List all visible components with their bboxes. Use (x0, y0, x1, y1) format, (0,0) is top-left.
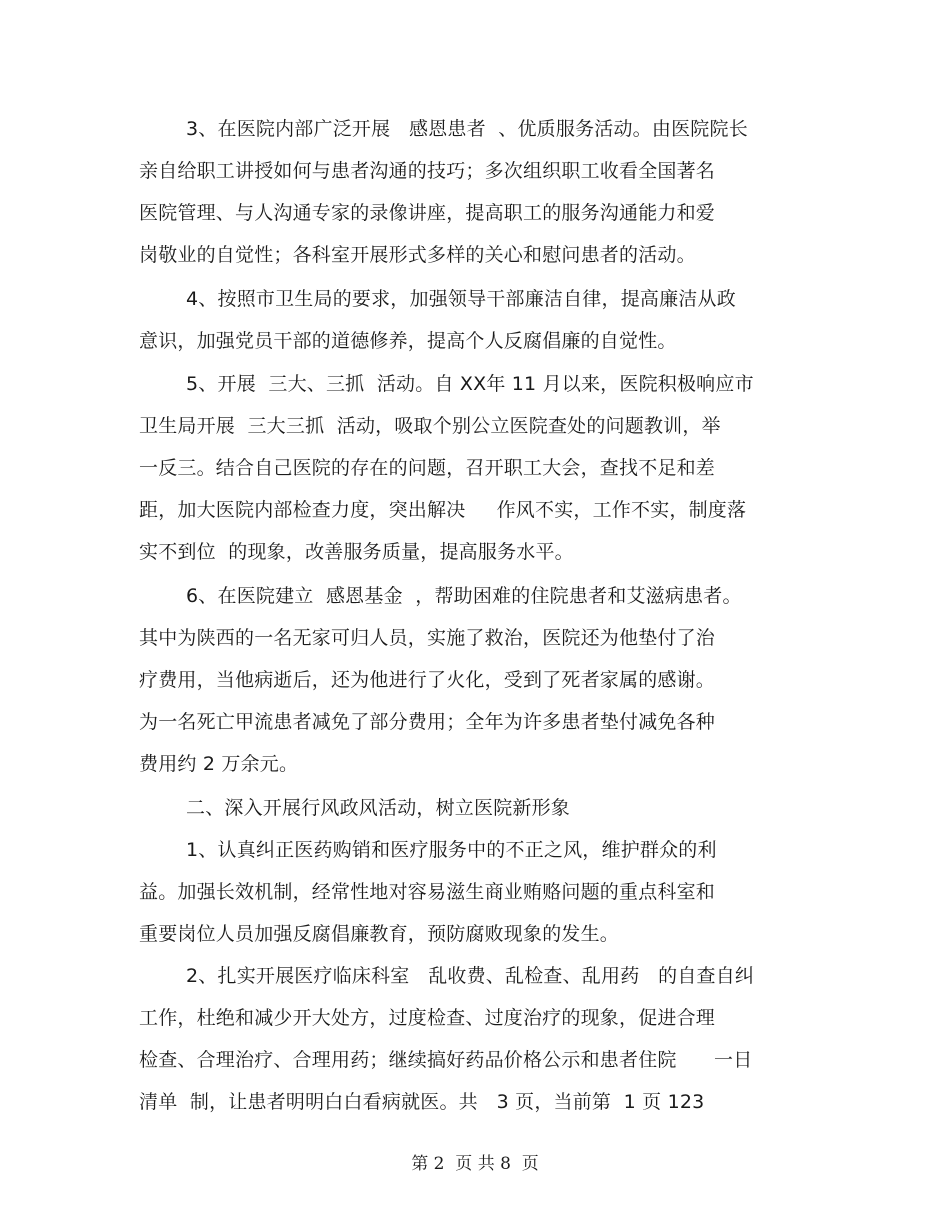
text-line: 为一名死亡甲流患者减免了部分费用；全年为许多患者垫付减免各种 (139, 711, 716, 733)
text-line: 2、扎实开展医疗临床科室 乱收费、乱检查、乱用药 的自查自纠 (186, 965, 755, 987)
text-line: 1、认真纠正医药购销和医疗服务中的不正之风，维护群众的利 (186, 839, 717, 861)
page-footer: 第 2 页 共 8 页 (411, 1154, 539, 1174)
text-line: 亲自给职工讲授如何与患者沟通的技巧；多次组织职工收看全国著名 (139, 160, 716, 182)
text-line: 检查、合理治疗、合理用药；继续搞好药品价格公示和患者住院 一日 (139, 1049, 753, 1071)
text-line: 重要岗位人员加强反腐倡廉教育，预防腐败现象的发生。 (139, 923, 620, 945)
text-line: 距，加大医院内部检查力度，突出解决 作风不实，工作不实，制度落 (139, 499, 747, 521)
text-line: 意识，加强党员干部的道德修养，提高个人反腐倡廉的自觉性。 (139, 330, 677, 352)
text-line: 6、在医院建立 感恩基金 ，帮助困难的住院患者和艾滋病患者。 (186, 585, 742, 607)
text-line: 一反三。结合自己医院的存在的问题，召开职工大会，查找不足和差 (139, 457, 716, 479)
text-line: 5、开展 三大、三抓 活动。自 XX年 11 月以来，医院积极响应市 (186, 373, 754, 395)
text-line: 工作，杜绝和减少开大处方，过度检查、过度治疗的现象，促进合理 (139, 1007, 716, 1029)
text-line: 实不到位 的现象，改善服务质量，提高服务水平。 (139, 541, 574, 563)
section-heading: 二、深入开展行风政风活动，树立医院新形象 (186, 797, 571, 819)
text-line: 3、在医院内部广泛开展 感恩患者 、优质服务活动。由医院院长 (186, 118, 748, 140)
text-line: 益。加强长效机制，经常性地对容易滋生商业贿赂问题的重点科室和 (139, 881, 716, 903)
text-line: 医院管理、与人沟通专家的录像讲座，提高职工的服务沟通能力和爱 (139, 202, 716, 224)
text-line: 卫生局开展 三大三抓 活动，吸取个别公立医院查处的问题教训，举 (139, 415, 721, 437)
text-line: 费用约 2 万余元。 (139, 753, 299, 775)
text-line: 其中为陕西的一名无家可归人员，实施了救治，医院还为他垫付了治 (139, 627, 716, 649)
text-line: 清单 制，让患者明明白白看病就医。共 3 页，当前第 1 页 123 (139, 1091, 705, 1113)
text-line: 岗敬业的自觉性；各科室开展形式多样的关心和慰问患者的活动。 (139, 244, 696, 266)
text-line: 4、按照市卫生局的要求，加强领导干部廉洁自律，提高廉洁从政 (186, 288, 736, 310)
text-line: 疗费用，当他病逝后，还为他进行了火化，受到了死者家属的感谢。 (139, 669, 716, 691)
